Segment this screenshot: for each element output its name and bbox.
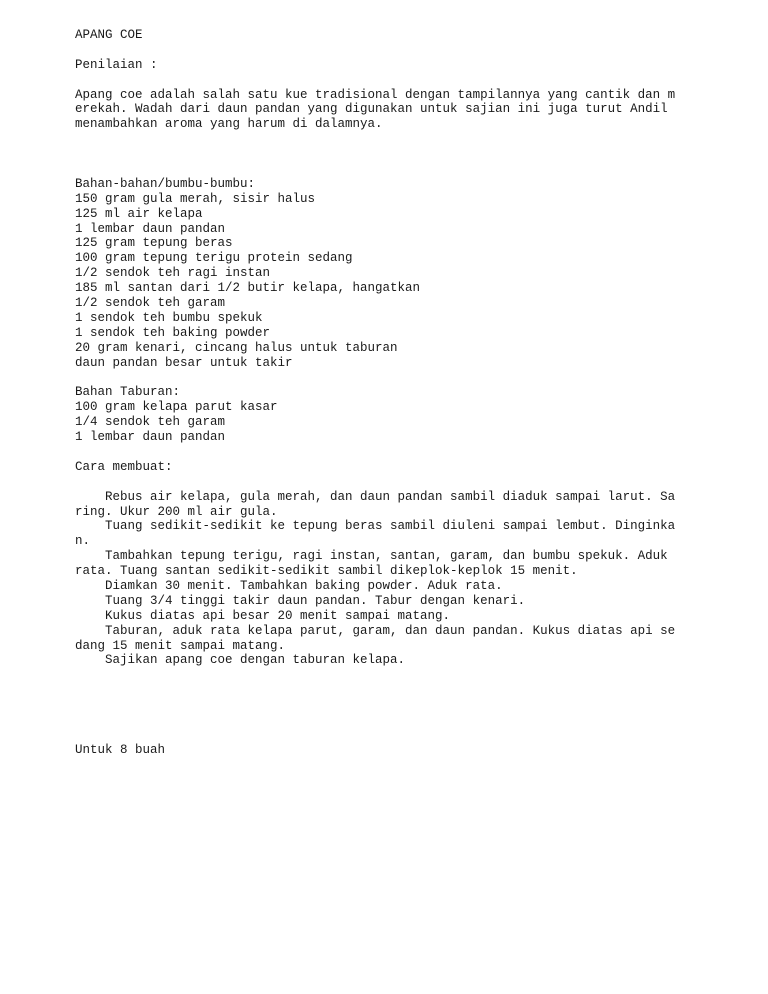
description-line: erekah. Wadah dari daun pandan yang digunakan untuk sajian ini juga turut Andil: [75, 102, 668, 117]
ingredient-item: 125 gram tepung beras: [75, 236, 233, 251]
topping-item: 1/4 sendok teh garam: [75, 415, 226, 430]
spacer: [75, 445, 695, 460]
spacer: [75, 73, 695, 88]
method-line: Taburan, aduk rata kelapa parut, garam, dan daun pandan. Kukus diatas api se: [75, 623, 676, 638]
spacer: [75, 43, 695, 58]
ingredient-item: 1/2 sendok teh garam: [75, 296, 226, 311]
spacer: [75, 475, 695, 490]
ingredient-item: 1 sendok teh bumbu spekuk: [75, 310, 263, 325]
ingredients-section: [75, 177, 695, 371]
method-line: Tuang 3/4 tinggi takir daun pandan. Tabur dengan kenari.: [75, 593, 526, 608]
method-line: n.: [75, 534, 91, 549]
description-line: menambahkan aroma yang harum di dalamnya.: [75, 117, 383, 132]
review-heading: Penilaian :: [75, 57, 158, 72]
method-line: Sajikan apang coe dengan taburan kelapa.: [75, 653, 406, 668]
ingredient-item: 125 ml air kelapa: [75, 206, 203, 221]
topping-item: 1 lembar daun pandan: [75, 430, 226, 445]
ingredient-item: 100 gram tepung terigu protein sedang: [75, 251, 353, 266]
ingredient-item: 1/2 sendok teh ragi instan: [75, 266, 271, 281]
recipe-title: APANG COE: [75, 28, 143, 42]
description-paragraph: [75, 88, 695, 133]
ingredient-item: 20 gram kenari, cincang halus untuk taburan: [75, 340, 398, 355]
method-line: ring. Ukur 200 ml air gula.: [75, 504, 278, 519]
method-line: Tuang sedikit-sedikit ke tepung beras sambil diuleni sampai lembut. Dinginka: [75, 519, 676, 534]
ingredient-item: 1 lembar daun pandan: [75, 221, 226, 236]
method-heading: Cara membuat:: [75, 459, 173, 474]
method-section: [75, 460, 695, 668]
spacer: [75, 371, 695, 386]
ingredient-item: daun pandan besar untuk takir: [75, 355, 293, 370]
topping-heading: Bahan Taburan:: [75, 385, 181, 400]
description-line: Apang coe adalah salah satu kue tradisional dengan tampilannya yang cantik dan m: [75, 87, 676, 102]
method-line: Diamkan 30 menit. Tambahkan baking powder. Aduk rata.: [75, 578, 503, 593]
spacer: [75, 132, 695, 177]
method-line: rata. Tuang santan sedikit-sedikit sambil dikeplok-keplok 15 menit.: [75, 564, 578, 579]
ingredient-item: 185 ml santan dari 1/2 butir kelapa, hangatkan: [75, 281, 421, 296]
ingredient-item: 150 gram gula merah, sisir halus: [75, 191, 316, 206]
ingredients-heading: Bahan-bahan/bumbu-bumbu:: [75, 176, 256, 191]
ingredient-item: 1 sendok teh baking powder: [75, 325, 271, 340]
method-line: Kukus diatas api besar 20 menit sampai matang.: [75, 608, 451, 623]
topping-item: 100 gram kelapa parut kasar: [75, 400, 278, 415]
topping-section: [75, 385, 695, 445]
method-line: dang 15 menit sampai matang.: [75, 638, 286, 653]
method-line: Tambahkan tepung terigu, ragi instan, santan, garam, dan bumbu spekuk. Aduk: [75, 549, 668, 564]
spacer: [75, 668, 695, 743]
yield-note: Untuk 8 buah: [75, 742, 166, 757]
recipe-document: [75, 28, 695, 758]
method-line: Rebus air kelapa, gula merah, dan daun pandan sambil diaduk sampai larut. Sa: [75, 489, 676, 504]
